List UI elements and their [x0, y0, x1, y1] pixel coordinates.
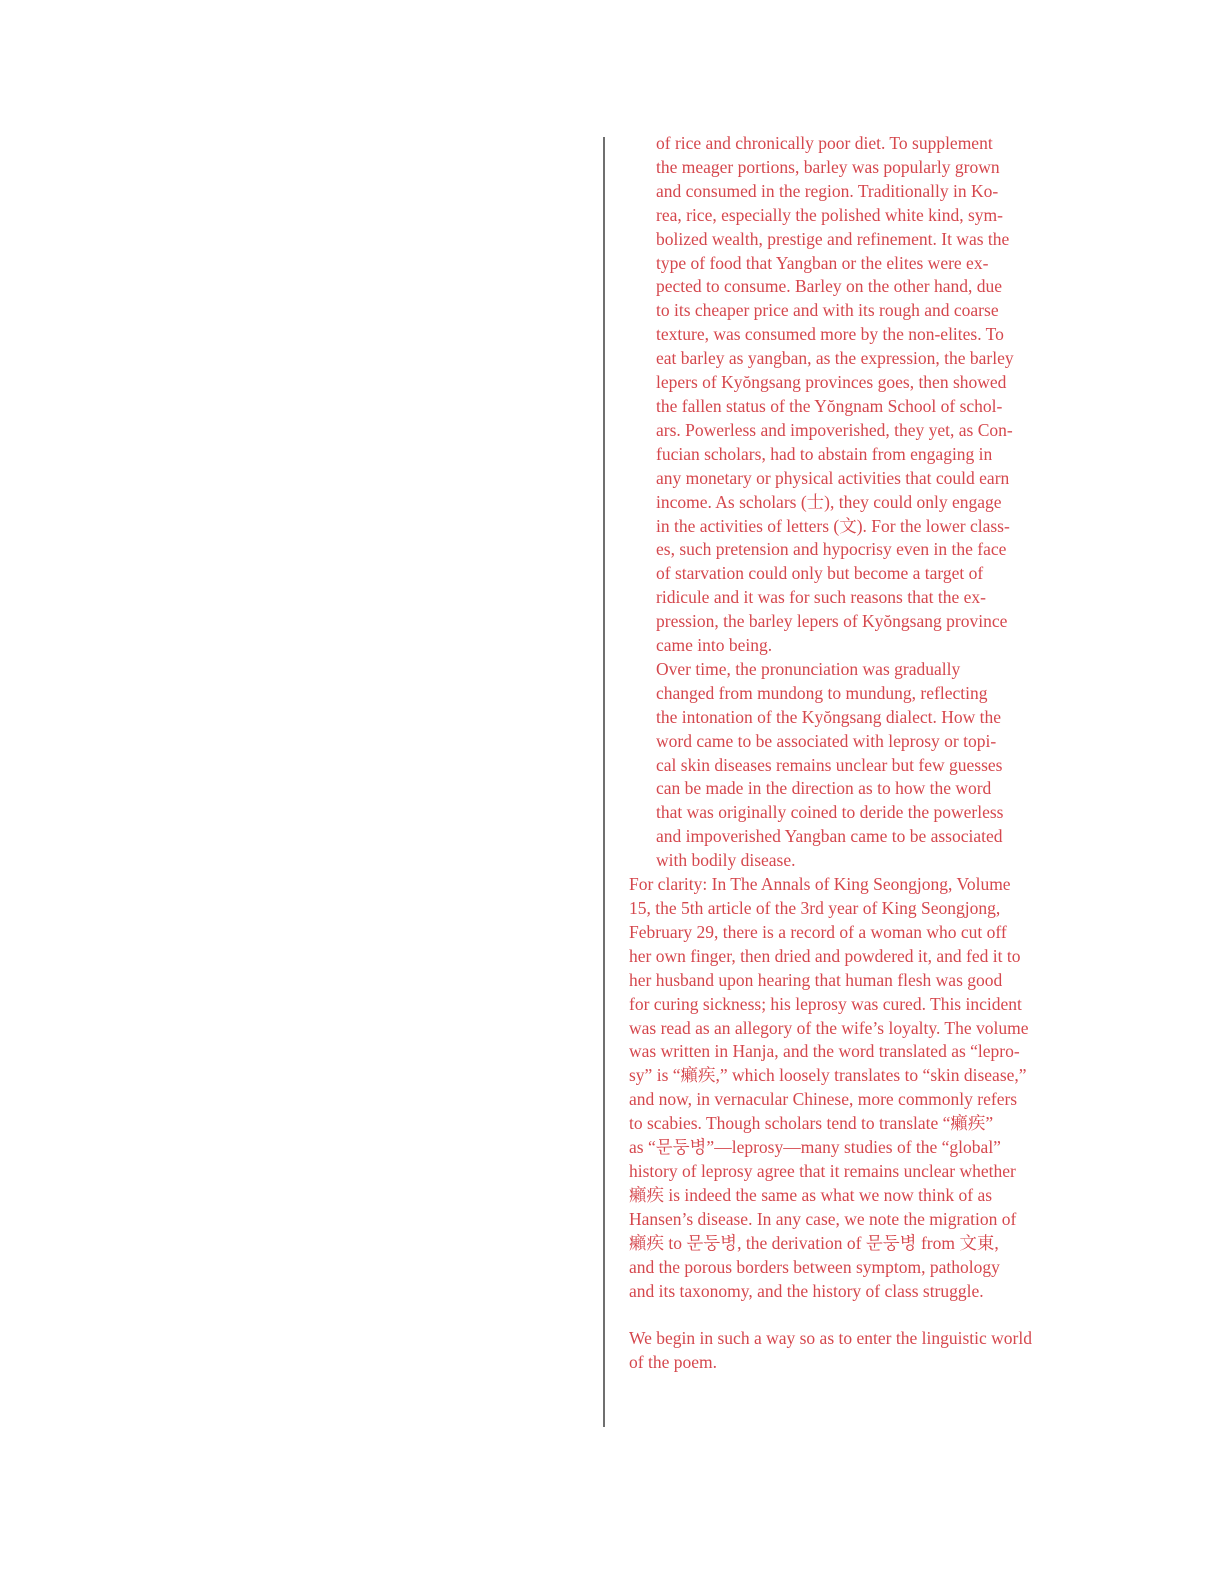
text-line: February 29, there is a record of a woman who cut off [629, 921, 1007, 942]
text-line: the fallen status of the Yŏngnam School of schol- [656, 395, 1003, 416]
text-line: of the poem. [629, 1352, 717, 1373]
text-line: Over time, the pronunciation was gradually [656, 658, 961, 679]
text-line: was written in Hanja, and the word translated as “lepro- [629, 1041, 1020, 1062]
text-line: word came to be associated with leprosy or topi- [656, 730, 997, 751]
paragraph-pronunciation [629, 658, 1069, 873]
text-line: any monetary or physical activities that could earn [656, 467, 1010, 488]
text-line: and its taxonomy, and the history of class struggle. [629, 1280, 984, 1301]
text-line: that was originally coined to deride the powerless [656, 802, 1004, 823]
text-line: Hansen’s disease. In any case, we note the migration of [629, 1208, 1017, 1229]
text-line: her own finger, then dried and powdered it, and fed it to [629, 945, 1021, 966]
text-line: to its cheaper price and with its rough and coarse [656, 300, 999, 321]
text-line: to scabies. Though scholars tend to translate “癩疾” [629, 1113, 994, 1134]
text-line: lepers of Kyŏngsang provinces goes, then showed [656, 372, 1007, 393]
text-line: as “문둥병”—leprosy—many studies of the “global” [629, 1137, 1001, 1158]
text-line: cal skin diseases remains unclear but few guesses [656, 754, 1003, 775]
text-line: with bodily disease. [656, 850, 796, 871]
text-line: and the porous borders between symptom, pathology [629, 1256, 1000, 1277]
text-line: ars. Powerless and impoverished, they yet, as Con- [656, 419, 1013, 440]
text-line: pected to consume. Barley on the other hand, due [656, 276, 1003, 297]
text-line: fucian scholars, had to abstain from engaging in [656, 443, 993, 464]
paragraph-gap [629, 1303, 1069, 1327]
text-line: pression, the barley lepers of Kyŏngsang province [656, 611, 1008, 632]
text-line: es, such pretension and hypocrisy even in the face [656, 539, 1007, 560]
text-line: of rice and chronically poor diet. To supplement [656, 133, 993, 153]
text-line: her husband upon hearing that human flesh was good [629, 969, 1003, 990]
text-line: the intonation of the Kyŏngsang dialect. How the [656, 706, 1002, 727]
text-line: for curing sickness; his leprosy was cured. This incident [629, 993, 1022, 1014]
text-line: history of leprosy agree that it remains unclear whether [629, 1160, 1016, 1181]
text-line: income. As scholars (士), they could only engage [656, 491, 1002, 512]
text-line: and impoverished Yangban came to be associated [656, 826, 1003, 847]
text-line: can be made in the direction as to how the word [656, 778, 992, 799]
text-column [629, 132, 1069, 1375]
paragraph-barley [629, 132, 1069, 658]
paragraph-closing [629, 1327, 1069, 1375]
text-line: the meager portions, barley was popularly grown [656, 156, 1000, 177]
text-line: 15, the 5th article of the 3rd year of King Seongjong, [629, 898, 1001, 918]
text-line: We begin in such a way so as to enter the linguistic world [629, 1328, 1032, 1349]
text-line: and now, in vernacular Chinese, more commonly refers [629, 1089, 1018, 1110]
text-line: and consumed in the region. Traditionally in Ko- [656, 180, 999, 201]
text-line: in the activities of letters (文). For the lower class- [656, 515, 1010, 536]
text-line: of starvation could only but become a target of [656, 563, 984, 584]
text-line: 癩疾 to 문둥병, the derivation of 문둥병 from 文東, [629, 1232, 999, 1253]
text-line: ridicule and it was for such reasons that the ex- [656, 587, 986, 608]
vertical-margin-rule [603, 137, 605, 1427]
text-line: texture, was consumed more by the non-elites. To [656, 324, 1004, 345]
text-line: bolized wealth, prestige and refinement. It was the [656, 228, 1010, 249]
text-line: came into being. [656, 635, 773, 656]
text-line: type of food that Yangban or the elites were ex- [656, 252, 989, 273]
text-line: rea, rice, especially the polished white kind, sym- [656, 204, 1003, 225]
text-line: eat barley as yangban, as the expression, the barley [656, 348, 1014, 369]
text-line: 癩疾 is indeed the same as what we now think of as [629, 1184, 993, 1205]
text-line: For clarity: In The Annals of King Seongjong, Volume [629, 874, 1011, 895]
text-line: changed from mundong to mundung, reflecting [656, 682, 988, 703]
text-line: sy” is “癩疾,” which loosely translates to “skin disease,” [629, 1065, 1027, 1086]
paragraph-clarity-note [629, 873, 1069, 1303]
text-line: was read as an allegory of the wife’s loyalty. The volume [629, 1017, 1029, 1038]
